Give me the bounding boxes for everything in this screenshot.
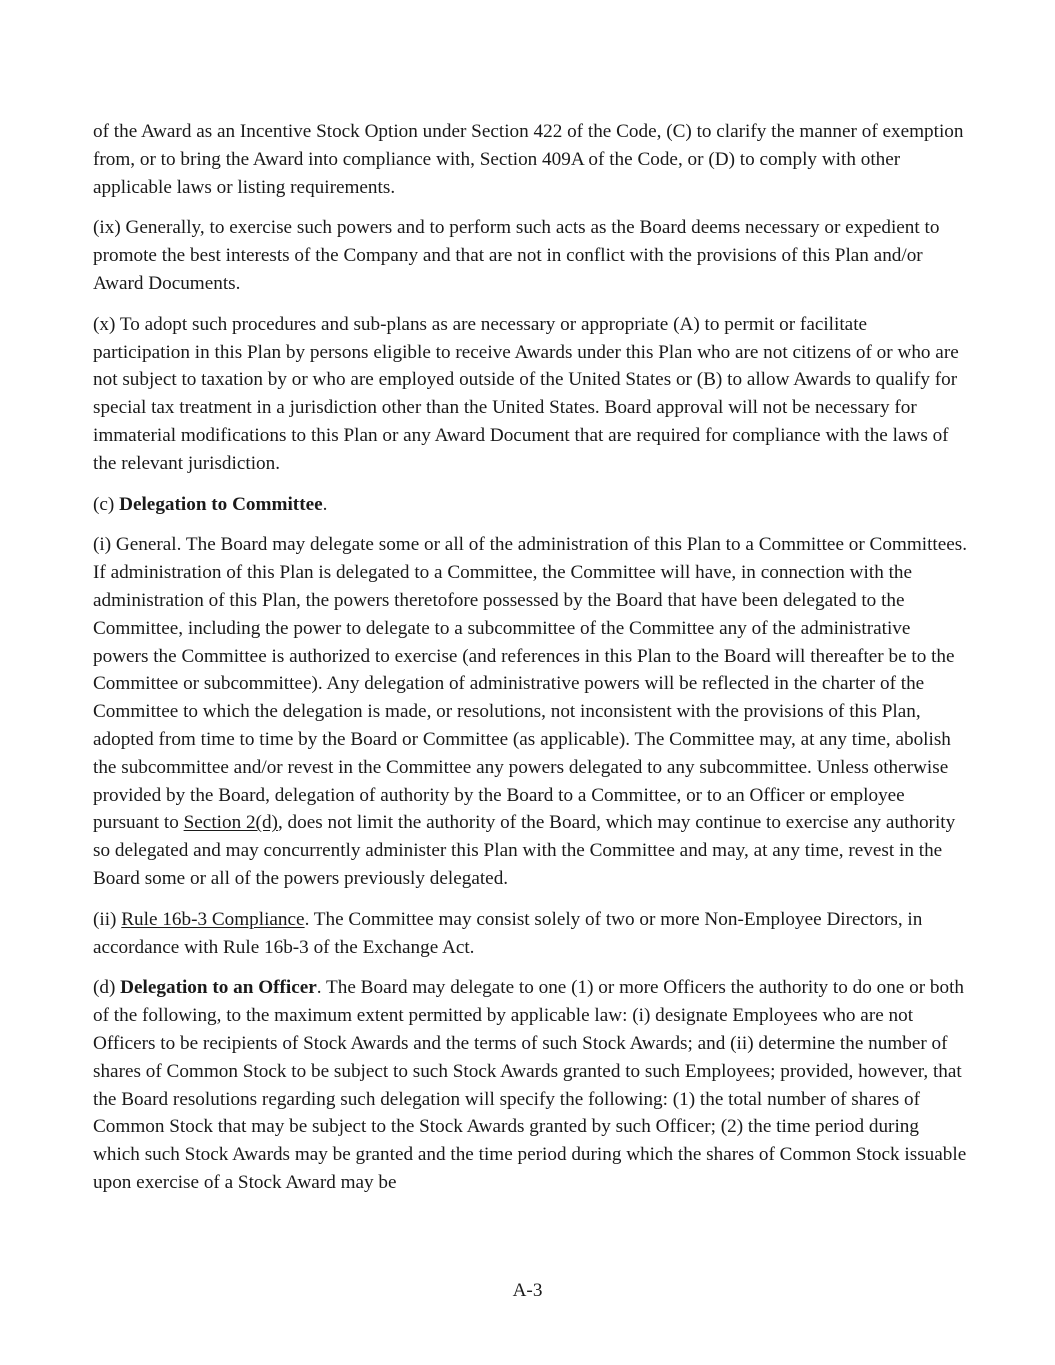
section-c-prefix: (c) — [93, 493, 120, 515]
paragraph-ii-prefix: (ii) — [93, 908, 122, 930]
section-c-title: Delegation to Committee — [119, 493, 323, 515]
section-c-heading — [93, 491, 968, 519]
section-c-suffix: . — [322, 493, 328, 515]
document-page — [93, 118, 968, 1210]
paragraph-x-sub-plans: (x) To adopt such procedures and sub-plans as are necessary or appropriate (A) to permit or facilitate participation in this Plan by persons eligible to receive Awards under this Plan who are not citizens of or who are not subject to taxation by or who are employed outside of the United States or (B) to allow Awards to qualify for special tax treatment in a jurisdiction other than the United States. Board approval will not be necessary for immaterial modifications to this Plan or any Award Document that are required for compliance with the laws of the relevant jurisdiction. — [93, 313, 959, 474]
section-d-prefix: (d) — [93, 977, 121, 999]
paragraph-award-code-compliance: of the Award as an Incentive Stock Option under Section 422 of the Code, (C) to clarify the manner of exemption from, or to bring the Award into compliance with, Section 409A of the Code, or (D) to comply with other applicable laws or listing requirements. — [93, 121, 964, 198]
section-d-title: Delegation to an Officer — [120, 977, 317, 999]
paragraph-ix-general-powers: (ix) Generally, to exercise such powers and to perform such acts as the Board deems necessary or expedient to promote the best interests of the Company and that are not in conflict with the provisions of this Plan and/or Award Documents. — [93, 217, 940, 294]
section-d-delegation-officer — [93, 974, 968, 1196]
section-2d-link[interactable]: Section 2(d) — [183, 812, 278, 834]
rule-16b3-compliance-link[interactable]: Rule 16b-3 Compliance — [121, 908, 305, 930]
page-number: A-3 — [512, 1280, 543, 1301]
section-d-text: . The Board may delegate to one (1) or more Officers the authority to do one or both of the following, to the maximum extent permitted by applicable law: (i) designate Employees who are not Officers to be recipients of Stock Awards and the terms of such Stock Awards; and (ii) determine the number of shares of Common Stock to be subject to such Stock Awards granted to such Employees; provided, however, that the Board resolutions regarding such delegation will specify the following: (1) the total number of shares of Common Stock that may be subject to the Stock Awards granted by such Officer; (2) the time period during which such Stock Awards may be granted and the time period during which the shares of Common Stock issuable upon exercise of a Stock Award may be — [93, 977, 967, 1193]
paragraph-i-text-start: (i) General. The Board may delegate some or all of the administration of this Plan to a Committee or Committees. If administration of this Plan is delegated to a Committee, the Committee will have, in connection with the administration of this Plan, the powers theretofore possessed by the Board that have been delegated to the Committee, including the power to delegate to a subcommittee of the Committee any of the administrative powers the Committee is authorized to exercise (and references in this Plan to the Board will thereafter be to the Committee or subcommittee). Any delegation of administrative powers will be reflected in the charter of the Committee to which the delegation is made, or resolutions, not inconsistent with the provisions of this Plan, adopted from time to time by the Board or Committee (as applicable). The Committee may, at any time, abolish the subcommittee and/or revest in the Committee any powers delegated to any subcommittee. Unless otherwise provided by the Board, delegation of authority by the Board to a Committee, or to an Officer or employee pursuant to — [93, 534, 968, 834]
paragraph-ii-rule-16b3 — [93, 906, 968, 962]
paragraph-i-general-delegation — [93, 531, 968, 892]
paragraph-ii-text: . The Committee may consist solely of two or more Non-Employee Directors, in accordance with Rule 16b-3 of the Exchange Act. — [93, 908, 923, 958]
paragraph-i-text-end: , does not limit the authority of the Board, which may continue to exercise any authority so delegated and may concurrently administer this Plan with the Committee and may, at any time, revest in the Board some or all of the powers previously delegated. — [93, 812, 956, 889]
